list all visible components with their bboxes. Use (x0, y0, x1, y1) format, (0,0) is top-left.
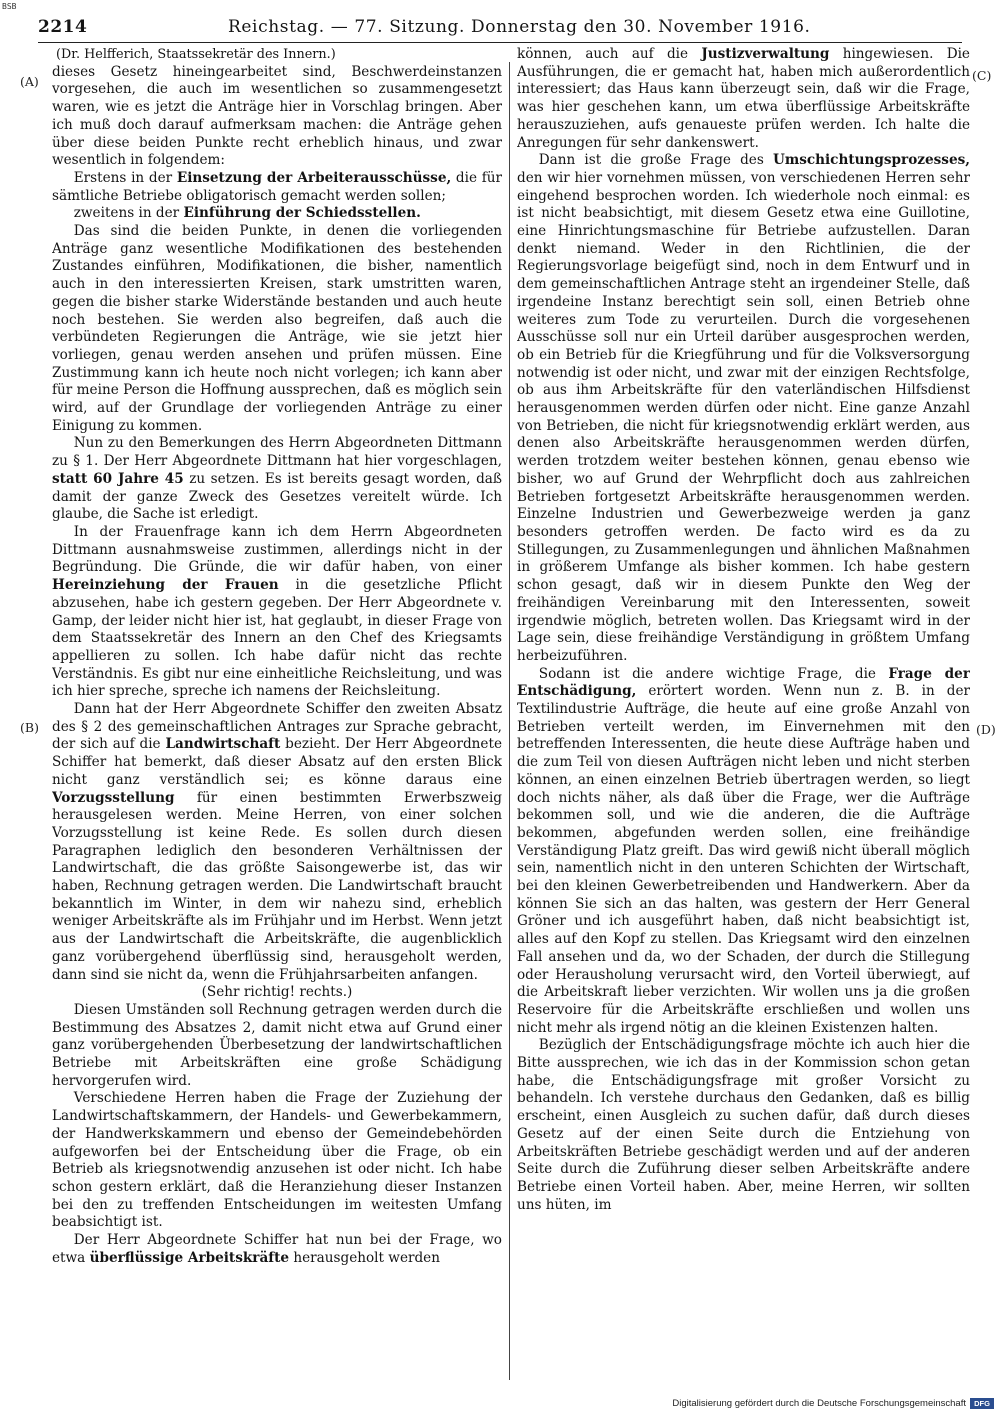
emphasis: Justizverwaltung (701, 46, 830, 62)
paragraph: Das sind die beiden Punkte, in denen die vorliegenden Anträge ganz wesentliche Modifikationen des bestehenden Zustandes einführen, Modifikationen, die bisher, namentlich auch in den interessierten Kreisen, stark umstritten waren, gegen die bisher starke Widerstände bestanden und auch heute noch bestehen. Sie werden also begreifen, daß auch die verbündeten Regierungen die Anträge, wie sie jetzt hier vorliegen, genau werden ansehen und prüfen müssen. Eine Zustimmung kann ich heute noch nicht vorlegen; ich kann aber für meine Person die Hoffnung aussprechen, daß es möglich sein wird, auf der Grundlage der vorliegenden Anträge zu einer Einigung zu kommen. (52, 223, 502, 434)
column-divider (509, 62, 510, 1380)
paragraph: Dann hat der Herr Abgeordnete Schiffer den zweiten Absatz des § 2 des gemeinschaftlichen Antrages zur Sprache gebracht, der sich auf die Landwirtschaft bezieht. Der Herr Abgeordnete Schiffer hat bemerkt, daß dieser Absatz auf den ersten Blick nicht ganz verständlich sei; es könne daraus eine Vorzugsstellung für einen bestimmten Erwerbszweig herausgelesen werden. Meine Herren, von einer solchen Vorzugsstellung ist keine Rede. Es sollen durch diesen Paragraphen lediglich den besonderen Verhältnissen der Landwirtschaft, die das größte Saisongewerbe ist, das wir haben, Rechnung getragen werden. Die Landwirtschaft braucht bekanntlich im Winter, in dem wir nahezu sind, erheblich weniger Arbeitskräfte als im Frühjahr und im Herbst. Wenn jetzt aus der Landwirtschaft die Arbeitskräfte, die augenblicklich ganz vorübergehend überflüssig sind, herausgeholt werden, dann sind sie nicht da, wenn die Frühjahrsarbeiten anfangen. (52, 701, 502, 983)
library-stamp: BSB (2, 2, 17, 11)
paragraph: Nun zu den Bemerkungen des Herrn Abgeordneten Dittmann zu § 1. Der Herr Abgeordnete Dittmann hat hier vorgeschlagen, statt 60 Jahre 45 zu setzen. Es ist bereits gesagt worden, daß damit der ganze Zweck des Gesetzes vereitelt würde. Ich glaube, die Sache ist erledigt. (52, 435, 502, 523)
emphasis: Landwirtschaft (165, 736, 281, 753)
right-column (517, 46, 970, 1381)
interjection: (Sehr richtig! rechts.) (201, 984, 353, 1001)
emphasis: überflüssige Arbeitskräfte (89, 1249, 290, 1266)
speaker-line: (Dr. Helfferich, Staatssekretär des Innern.) (56, 47, 336, 62)
margin-mark-d: (D) (976, 722, 996, 737)
page-number: 2214 (38, 17, 88, 37)
margin-mark-c: (C) (972, 68, 992, 83)
paragraph: zweitens in der Einführung der Schiedsstellen. (73, 205, 421, 222)
emphasis: Einsetzung der Arbeiterausschüsse, (176, 169, 452, 186)
emphasis: Hereinziehung der Frauen (52, 577, 279, 594)
emphasis: Umschichtungsprozesses, (772, 152, 970, 169)
dfg-logo-icon: DFG (970, 1398, 994, 1409)
running-title: Reichstag. — 77. Sitzung. Donnerstag den 30. November 1916. (228, 17, 811, 37)
emphasis: Frage der Entschädigung, (517, 665, 970, 700)
footer (672, 1398, 994, 1409)
paragraph: Diesen Umständen soll Rechnung getragen werden durch die Bestimmung des Absatzes 2, damit nicht etwa auf Grund einer ganz vorübergehenden Überbesetzung der landwirtschaftlichen Betriebe mit Arbeitskräften eine große Schädigung hervorgerufen wird. (52, 1001, 502, 1089)
left-column (52, 46, 502, 1381)
emphasis: Einführung der Schiedsstellen. (183, 205, 421, 222)
paragraph: In der Frauenfrage kann ich dem Herrn Abgeordneten Dittmann ausnahmsweise zustimmen, allerdings nicht in der Begründung. Die Gründe, die wir dafür haben, von einer Hereinziehung der Frauen in die gesetzliche Pflicht abzusehen, habe ich gestern gegeben. Der Herr Abgeordnete v. Gamp, der leider nicht hier ist, hat geglaubt, in dieser Frage von dem Staatssekretär des Innern an den Chef des Kriegsamts appellieren zu sollen. Ich habe dafür nicht das rechte Verständnis. Es gibt nur eine einheitliche Reichsleitung, und was ich hier spreche, spreche ich namens der Reichsleitung. (52, 523, 502, 700)
page-header (38, 16, 962, 43)
margin-mark-b: (B) (20, 720, 39, 735)
paragraph: dieses Gesetz hineingearbeitet sind, Beschwerdeinstanzen vorgesehen, die auch im wesentlichen so zusammengesetzt waren, wie es jetzt die Anträge hier in Vorschlag bringen. Aber ich muß doch darauf aufmerksam machen: die Anträge gehen über diese beiden Punkte recht erheblich hinaus, und zwar wesentlich in folgendem: (52, 63, 502, 169)
paragraph: Sodann ist die andere wichtige Frage, die Frage der Entschädigung, erörtert worden. Wenn nun z. B. in der Textilindustrie Aufträge, die heute auf eine große Anzahl von Betrieben verteilt werden, im Einvernehmen mit den betreffenden Interessenten, die heute diese Aufträge haben und die zum Teil von diesen Aufträgen nicht leben und nicht sterben können, an einen einzelnen Betrieb übertragen werden, so liegt doch nichts näher, als daß über die Frage, wer die Aufträge bekommen soll, und wie die anderen, die die Aufträge bekommen, abgefunden werden sollen, eine freihändige Verständigung Platz greift. Das wird gewiß nicht überall möglich sein, namentlich nicht in den unteren Schichten der Wirtschaft, bei den kleinen Gewerbetreibenden und Handwerkern. Aber da können Sie sich an das halten, was gestern der Herr General Gröner und ich ausgeführt haben, daß nicht beabsichtigt ist, alles auf den Kopf zu stellen. Das Kriegsamt wird den einzelnen Fall ansehen und da, wo der Schaden, der durch die Stillegung oder Herausholung verursacht wird, den Vorteil überwiegt, auf die Arbeitskraft lieber verzichten. Wir wollen uns ja die großen Reservoire für die Arbeitskräfte erschließen und wollen uns nicht mehr als irgend nötig an die kleinen Existenzen halten. (517, 665, 970, 1036)
paragraph: Bezüglich der Entschädigungsfrage möchte ich auch hier die Bitte aussprechen, wie ich das in der Kommission schon getan habe, die Entschädigungsfrage mit großer Vorsicht zu behandeln. Ich verstehe durchaus den Gedanken, daß es billig erscheint, einen Ausgleich zu suchen dafür, daß durch dieses Gesetz auf der einen Seite durch die Entziehung von Arbeitskräften Betriebe geschädigt werden und auf der anderen Seite durch die Zuführung dieser selben Arbeitskräfte andere Betriebe einen Vorteil haben. Aber, meine Herren, wir sollten uns hüten, im (517, 1037, 970, 1213)
emphasis: Vorzugsstellung (52, 789, 175, 806)
footer-credit: Digitalisierung gefördert durch die Deutsche Forschungsgemeinschaft (672, 1398, 966, 1409)
paragraph: Der Herr Abgeordnete Schiffer hat nun bei der Frage, wo etwa überflüssige Arbeitskräfte herausgeholt werden (52, 1232, 502, 1266)
emphasis: statt 60 Jahre 45 (52, 470, 184, 487)
paragraph: können, auch auf die Justizverwaltung hingewiesen. Die Ausführungen, die er gemacht hat, haben mich außerordentlich interessiert; das Haus kann überzeugt sein, daß wir die Frage, was hier geschehen kann, um etwa überflüssige Arbeitskräfte herauszuziehen, aufs genaueste prüfen werden. Ich halte die Anregungen für sehr dankenswert. (517, 46, 970, 151)
paragraph: Erstens in der Einsetzung der Arbeiterausschüsse, die für sämtliche Betriebe obligatorisch gemacht werden sollen; (52, 169, 502, 204)
paragraph: Verschiedene Herren haben die Frage der Zuziehung der Landwirtschaftskammern, der Handels- und Gewerbekammern, der Handwerkskammern und ebenso der Gemeindebehörden aufgeworfen bei der Entscheidung über die Frage, ob ein Betrieb als kriegsnotwendig anzusehen ist oder nicht. Ich habe schon gestern erklärt, daß die Heranziehung dieser Instanzen bei den zu treffenden Entscheidungen im weitesten Umfang beabsichtigt ist. (52, 1090, 502, 1231)
margin-mark-a: (A) (20, 74, 39, 89)
paragraph: Dann ist die große Frage des Umschichtungsprozesses, den wir hier vornehmen müssen, von verschiedenen Herren sehr eingehend besprochen worden. Ich wiederhole noch einmal: es ist nicht beabsichtigt, mit diesem Gesetz etwa eine Guillotine, eine Hinrichtungsmaschine für Betriebe aufzustellen. Daran denkt niemand. Weder in den Richtlinien, die der Regierungsvorlage beigefügt sind, noch in dem Entwurf und in dem gemeinschaftlichen Antrage steht an irgendeiner Stelle, daß irgendeine Instanz berechtigt sein soll, einen Betrieb ohne weiteres zum Tode zu verurteilen. Durch die vorgesehenen Ausschüsse soll nur ein Urteil darüber ausgesprochen werden, ob ein Betrieb für die Kriegführung und für die Volksversorgung notwendig ist oder nicht, und zwar mit der einzigen Rechtsfolge, ob aus ihm Arbeitskräfte für den vaterländischen Hilfsdienst herausgenommen werden dürfen oder nicht. Eine ganze Anzahl von Betrieben, die nicht für kriegsnotwendig erklärt werden, aus denen also Arbeitskräfte herausgenommen werden dürfen, werden trotzdem weiter bestehen können, genau ebenso wie bisher, wo auf Grund der Wehrpflicht doch aus zahlreichen Betrieben fortgesetzt Arbeitskräfte herausgenommen werden. Einzelne Industrien und Gewerbezweige werden ja ganz besonders getroffen werden. De facto wird es da zu Stillegungen, zu Zusammenlegungen und ähnlichen Maßnahmen in größerem Umfange als bisher kommen. Ich habe gestern schon gesagt, daß wir in diesem Punkte den Weg der freihändigen Vereinbarung mit den Interessenten, soweit irgendwie möglich, betreten wollen. Das Kriegsamt wird in der Lage sein, diese freihändige Verständigung in größtem Umfang herbeizuführen. (517, 152, 970, 664)
